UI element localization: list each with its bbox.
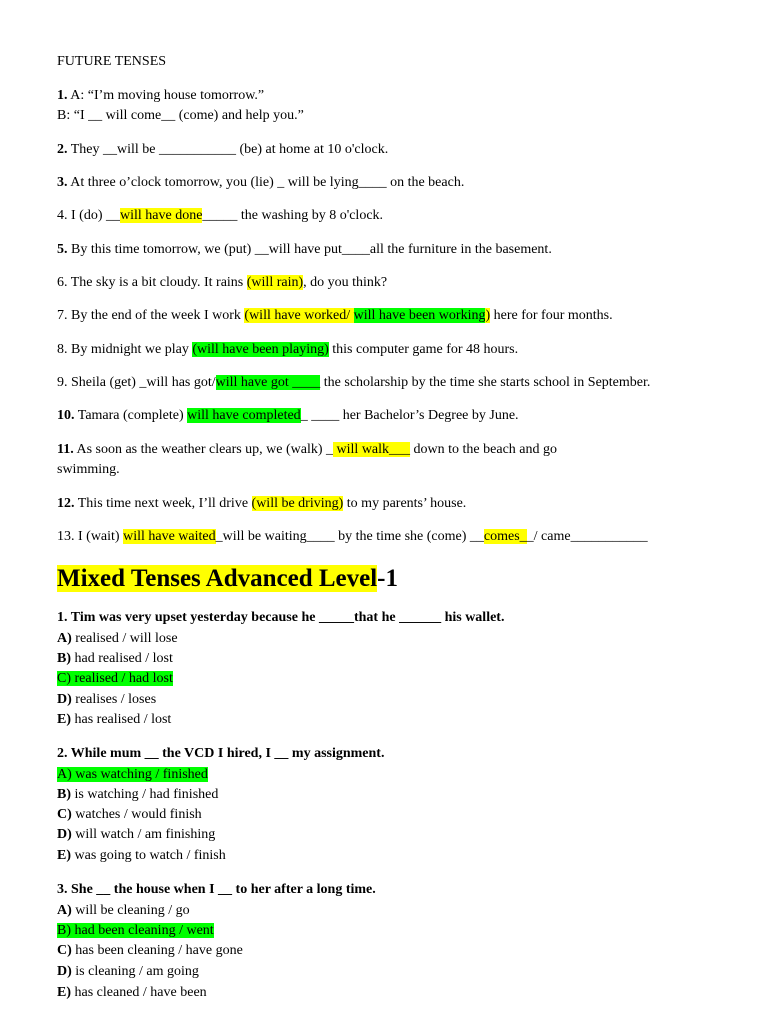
exercise-text: By this time tomorrow, we (put) __will have put____all the furniture in the basement. (67, 242, 552, 257)
mc-option (57, 826, 215, 844)
option-letter: E) (57, 848, 71, 863)
exercise-text: this computer game for 48 hours. (328, 342, 519, 357)
exercise-text: 8. By midnight we play (57, 342, 193, 357)
exercise-number: 2. (57, 142, 68, 157)
answer-highlight-yellow: will walk___ (333, 442, 411, 457)
exercise-text: to my parents’ house. (343, 496, 467, 511)
mc-question-1: 1. Tim was very upset yesterday because he _____that he ______ his wallet. (57, 610, 505, 625)
mc-option (57, 984, 207, 1002)
exercise-3 (57, 174, 464, 192)
mc-option (57, 847, 226, 865)
mc-option (57, 902, 190, 920)
answer-highlight-yellow: comes_ (483, 529, 527, 544)
exercise-12 (57, 495, 466, 513)
mc-option (57, 942, 243, 960)
option-letter: D) (57, 827, 72, 842)
exercise-number: 12. (57, 496, 75, 511)
answer-highlight-green (57, 671, 173, 686)
option-text: realised / had lost (71, 671, 173, 686)
exercise-text: At three o’clock tomorrow, you (lie) _ will be lying____ on the beach. (67, 175, 465, 190)
exercise-text: 6. The sky is a bit cloudy. It rains (57, 275, 247, 290)
option-letter: E) (57, 712, 71, 727)
option-text: has been cleaning / have gone (71, 943, 243, 958)
option-text: was watching / finished (71, 767, 208, 782)
answer-highlight-yellow: will have done (120, 208, 203, 223)
exercise-number: 11. (57, 442, 74, 457)
option-letter: C) (57, 671, 71, 686)
option-text: had realised / lost (71, 651, 173, 666)
answer-highlight-green: will have got ____ (215, 375, 321, 390)
exercise-text: This time next week, I’ll drive (74, 496, 252, 511)
answer-highlight-green: will have been working (353, 308, 486, 323)
exercise-text: They __will be ___________ (be) at home at 10 o'clock. (67, 142, 389, 157)
option-letter: A) (57, 903, 72, 918)
exercise-2 (57, 141, 388, 159)
option-letter: B) (57, 787, 71, 802)
option-letter: B) (57, 923, 71, 938)
exercise-4 (57, 207, 383, 225)
exercise-10 (57, 407, 519, 425)
exercise-text: the scholarship by the time she starts school in September. (320, 375, 651, 390)
mc-option-correct (57, 766, 208, 784)
answer-highlight-yellow: ) (485, 308, 491, 323)
answer-highlight-green (57, 923, 214, 938)
mc-option-correct (57, 670, 173, 688)
mc-option (57, 786, 218, 804)
answer-highlight-yellow: (will rain) (246, 275, 304, 290)
exercise-text: 4. I (do) __ (57, 208, 120, 223)
answer-highlight-yellow: (will be driving) (251, 496, 344, 511)
option-letter: E) (57, 985, 71, 1000)
section-heading-suffix: -1 (377, 565, 398, 592)
section-heading-highlight: Mixed Tenses Advanced Level (57, 565, 378, 592)
exercise-7 (57, 307, 613, 325)
exercise-text: down to the beach and go (410, 442, 558, 457)
mc-question-3: 3. She __ the house when I __ to her after a long time. (57, 882, 376, 897)
exercise-text: 9. Sheila (get) _will has got/ (57, 375, 216, 390)
option-text: realised / will lose (71, 631, 178, 646)
answer-highlight-yellow: (will have worked/ (244, 308, 354, 323)
exercise-number: 5. (57, 242, 68, 257)
exercise-text: A: “I’m moving house tomorrow.” (67, 88, 265, 103)
option-text: watches / would finish (71, 807, 202, 822)
mc-option (57, 806, 202, 824)
exercise-9 (57, 374, 650, 392)
option-text: realises / loses (71, 692, 157, 707)
page-title: FUTURE TENSES (57, 54, 167, 69)
exercise-text: _ ____ her Bachelor’s Degree by June. (300, 408, 519, 423)
option-letter: D) (57, 692, 72, 707)
exercise-5 (57, 241, 552, 259)
option-text: has cleaned / have been (71, 985, 207, 1000)
exercise-text: Tamara (complete) (74, 408, 188, 423)
mc-option (57, 630, 178, 648)
exercise-8 (57, 341, 518, 359)
option-letter: C) (57, 943, 72, 958)
option-text: had been cleaning / went (71, 923, 214, 938)
option-text: has realised / lost (71, 712, 172, 727)
answer-highlight-green: will have completed (187, 408, 301, 423)
exercise-text: _will be waiting____ by the time she (come) __ (215, 529, 484, 544)
mc-option-correct (57, 922, 214, 940)
answer-highlight-green: (will have been playing) (192, 342, 329, 357)
exercise-1-line-a (57, 87, 264, 105)
exercise-1-line-b: B: “I __ will come__ (come) and help you.” (57, 108, 304, 123)
option-text: will watch / am finishing (71, 827, 216, 842)
option-letter: A) (57, 631, 72, 646)
mc-option (57, 650, 173, 668)
exercise-text: _____ the washing by 8 o'clock. (202, 208, 384, 223)
exercise-text: 13. I (wait) (57, 529, 124, 544)
exercise-number: 1. (57, 88, 68, 103)
option-text: is watching / had finished (71, 787, 219, 802)
exercise-11-line-2: swimming. (57, 462, 120, 477)
exercise-text: , do you think? (303, 275, 388, 290)
mc-option (57, 691, 156, 709)
option-text: was going to watch / finish (71, 848, 226, 863)
option-letter: A) (57, 767, 72, 782)
option-text: is cleaning / am going (71, 964, 199, 979)
exercise-text: As soon as the weather clears up, we (walk) _ (73, 442, 334, 457)
section-heading (57, 563, 398, 595)
mc-option (57, 963, 199, 981)
exercise-number: 10. (57, 408, 75, 423)
option-letter: D) (57, 964, 72, 979)
exercise-number: 3. (57, 175, 68, 190)
exercise-11 (57, 441, 557, 459)
option-text: will be cleaning / go (71, 903, 190, 918)
exercise-text: _/ came___________ (526, 529, 648, 544)
exercise-text: here for four months. (490, 308, 613, 323)
answer-highlight-green (57, 767, 208, 782)
mc-question-2: 2. While mum __ the VCD I hired, I __ my assignment. (57, 746, 385, 761)
option-letter: B) (57, 651, 71, 666)
exercise-6 (57, 274, 387, 292)
exercise-text: 7. By the end of the week I work (57, 308, 245, 323)
exercise-13 (57, 528, 648, 546)
mc-option (57, 711, 171, 729)
answer-highlight-yellow: will have waited (123, 529, 216, 544)
option-letter: C) (57, 807, 72, 822)
